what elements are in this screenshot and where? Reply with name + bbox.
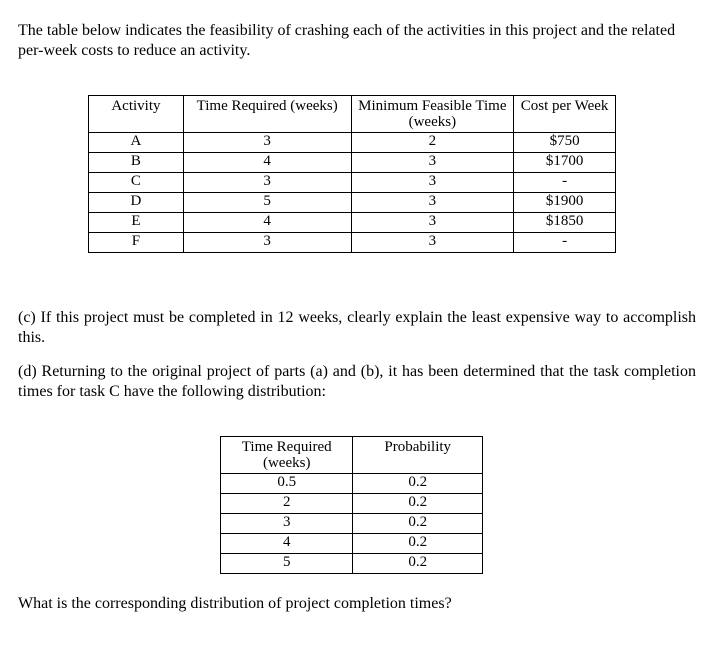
cost-cell: - (514, 173, 616, 193)
time-required-cell: 4 (221, 534, 353, 554)
table-row (89, 173, 616, 193)
minimum-time-cell: 2 (351, 133, 514, 153)
header-time-required: Time Required (weeks) (221, 437, 353, 474)
table-row (89, 233, 616, 253)
activity-cell: A (89, 133, 184, 153)
table-row (221, 534, 483, 554)
header-activity: Activity (89, 96, 184, 133)
minimum-time-cell: 3 (351, 213, 514, 233)
crash-cost-table (88, 95, 616, 253)
probability-cell: 0.2 (353, 474, 483, 494)
header-minimum-feasible-time: Minimum Feasible Time (weeks) (351, 96, 514, 133)
time-required-cell: 3 (221, 514, 353, 534)
probability-cell: 0.2 (353, 514, 483, 534)
minimum-time-cell: 3 (351, 153, 514, 173)
intro-paragraph: The table below indicates the feasibility of crashing each of the activities in this project and the related per-week costs to reduce an activity. (18, 22, 676, 59)
crash-table-header-row (89, 96, 616, 133)
part-c-question: (c) If this project must be completed in 12 weeks, clearly explain the least expensive way to accomplish this. (18, 309, 696, 346)
cost-cell: - (514, 233, 616, 253)
cost-cell: $1700 (514, 153, 616, 173)
table-row (89, 133, 616, 153)
probability-cell: 0.2 (353, 494, 483, 514)
header-time-required: Time Required (weeks) (183, 96, 351, 133)
cost-cell: $1900 (514, 193, 616, 213)
header-cost-per-week: Cost per Week (514, 96, 616, 133)
task-c-distribution-table (220, 436, 483, 574)
time-required-cell: 5 (221, 554, 353, 574)
activity-cell: B (89, 153, 184, 173)
time-required-cell: 4 (183, 153, 351, 173)
final-question: What is the corresponding distribution of project completion times? (18, 595, 452, 612)
time-required-cell: 4 (183, 213, 351, 233)
activity-cell: D (89, 193, 184, 213)
time-required-cell: 3 (183, 133, 351, 153)
activity-cell: C (89, 173, 184, 193)
part-d-question: (d) Returning to the original project of parts (a) and (b), it has been determined that the task completion times for task C have the following distribution: (18, 363, 696, 400)
activity-cell: E (89, 213, 184, 233)
table-row (221, 514, 483, 534)
table-row (221, 474, 483, 494)
distribution-header-row (221, 437, 483, 474)
cost-cell: $1850 (514, 213, 616, 233)
table-row (89, 153, 616, 173)
time-required-cell: 5 (183, 193, 351, 213)
time-required-cell: 3 (183, 173, 351, 193)
table-row (89, 193, 616, 213)
time-required-cell: 3 (183, 233, 351, 253)
table-row (221, 554, 483, 574)
probability-cell: 0.2 (353, 534, 483, 554)
minimum-time-cell: 3 (351, 233, 514, 253)
activity-cell: F (89, 233, 184, 253)
minimum-time-cell: 3 (351, 173, 514, 193)
minimum-time-cell: 3 (351, 193, 514, 213)
table-row (89, 213, 616, 233)
cost-cell: $750 (514, 133, 616, 153)
table-row (221, 494, 483, 514)
header-probability: Probability (353, 437, 483, 474)
time-required-cell: 0.5 (221, 474, 353, 494)
probability-cell: 0.2 (353, 554, 483, 574)
time-required-cell: 2 (221, 494, 353, 514)
